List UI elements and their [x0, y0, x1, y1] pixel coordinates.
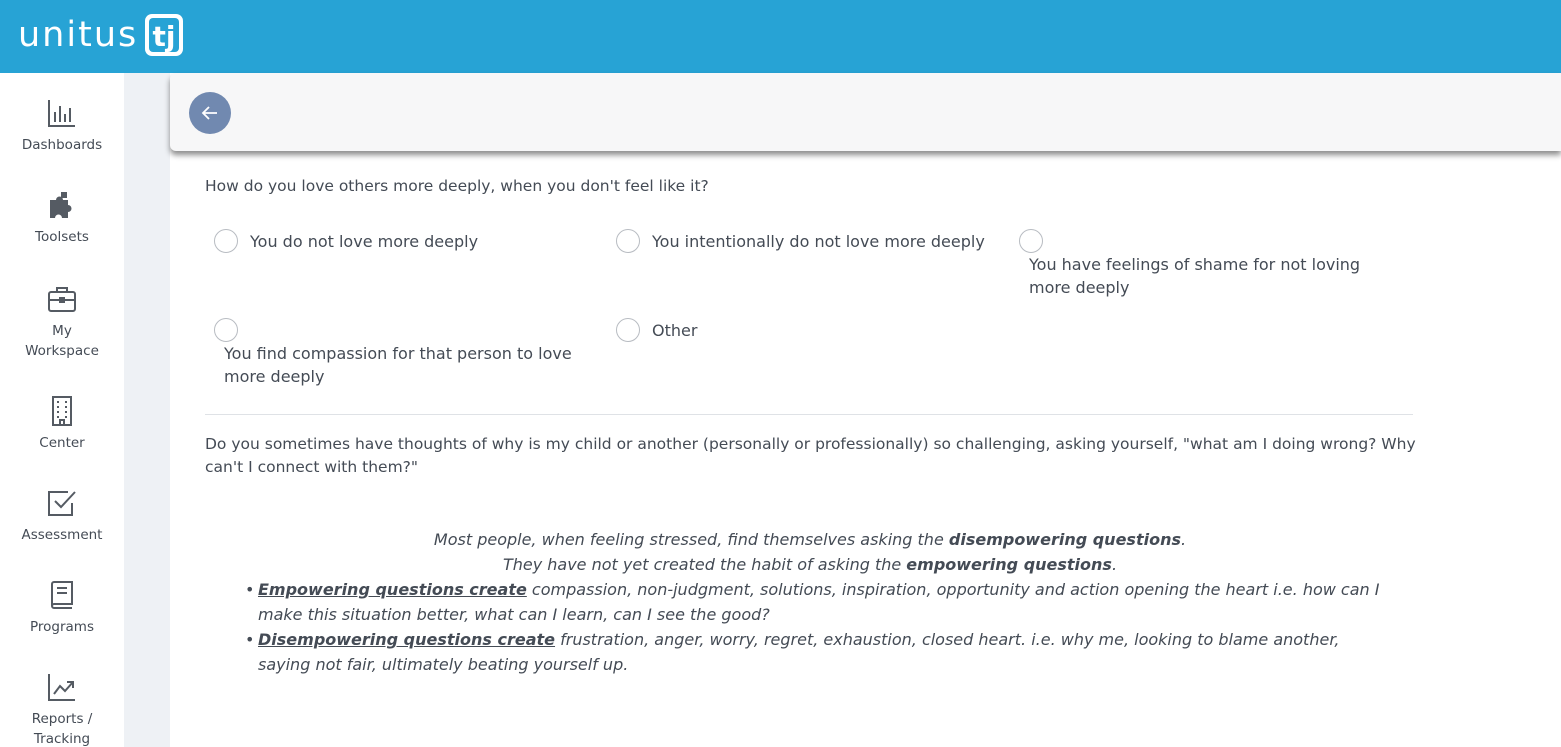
info-emphasis: Empowering questions create [258, 580, 527, 599]
checkbox-icon [46, 487, 78, 519]
sidebar-item-label: Programs [30, 619, 94, 635]
book-icon [46, 579, 78, 611]
info-text: Most people, when feeling stressed, find themselves asking the [433, 530, 949, 549]
question-1-text: How do you love others more deeply, when you don't feel like it? [205, 177, 709, 195]
info-text: They have not yet created the habit of asking the [502, 555, 907, 574]
radio-button[interactable] [214, 318, 238, 342]
sidebar-item-toolsets[interactable] [0, 189, 124, 247]
option-label: You have feelings of shame for not loving more deeply [1029, 255, 1361, 297]
radio-button[interactable] [214, 229, 238, 253]
info-text: . [1111, 555, 1118, 574]
option-label: You do not love more deeply [250, 231, 479, 251]
option-do-not-love[interactable] [214, 229, 478, 253]
option-label: You find compassion for that person to love more deeply [224, 344, 572, 386]
logo-mark-icon [144, 13, 184, 57]
header-card [170, 73, 1561, 151]
briefcase-icon [46, 283, 78, 315]
trend-chart-icon [46, 671, 78, 703]
info-block [205, 527, 1415, 677]
question-divider [205, 414, 1413, 415]
sidebar-item-programs[interactable] [0, 579, 124, 637]
sidebar-item-assessment[interactable] [0, 487, 124, 545]
sidebar-item-label: My Workspace [25, 323, 99, 359]
building-icon [46, 395, 78, 427]
info-line-1 [205, 527, 1415, 552]
option-other[interactable] [616, 318, 697, 342]
info-text: . [1180, 530, 1187, 549]
sidebar-item-dashboards[interactable] [0, 97, 124, 155]
sidebar-item-my-workspace[interactable] [0, 283, 124, 361]
radio-button[interactable] [616, 318, 640, 342]
option-find-compassion[interactable] [214, 318, 584, 388]
puzzle-icon [46, 189, 78, 221]
info-bullet-list [247, 577, 1387, 677]
info-emphasis: empowering questions [906, 555, 1112, 574]
logo-mark-text: tj [152, 20, 176, 53]
sidebar-item-label: Dashboards [21, 137, 103, 153]
sidebar [0, 73, 124, 747]
top-bar [0, 0, 1561, 73]
sidebar-gutter [124, 73, 170, 747]
logo-text: unitus [18, 15, 139, 55]
option-feelings-of-shame[interactable] [1019, 229, 1369, 299]
sidebar-item-center[interactable] [0, 395, 124, 453]
bar-chart-icon [46, 97, 78, 129]
info-text: compassion, non-judgment, solutions, inspiration, opportunity and action opening the heart i.e. how can I make this situation better, what can I learn, can I see the good? [258, 580, 1380, 624]
question-2-text: Do you sometimes have thoughts of why is my child or another (personally or professionally) so challenging, asking yourself, "what am I doing wrong? Why can't I connect with them?" [205, 435, 1416, 476]
sidebar-item-label: Toolsets [35, 229, 89, 245]
info-bullet-disempowering [247, 627, 1387, 677]
option-label: You intentionally do not love more deeply [652, 231, 985, 251]
sidebar-item-label: Assessment [21, 527, 103, 543]
option-intentionally-do-not-love[interactable] [616, 229, 985, 253]
option-label: Other [652, 320, 698, 340]
back-button[interactable] [189, 92, 231, 134]
radio-button[interactable] [1019, 229, 1043, 253]
sidebar-item-label: Center [39, 435, 85, 451]
info-line-2 [205, 552, 1415, 577]
info-text: frustration, anger, worry, regret, exhaustion, closed heart. i.e. why me, looking to blame another, saying not fair, ultimately beating yourself up. [258, 630, 1340, 674]
sidebar-item-label: Reports / Tracking [31, 711, 93, 747]
info-bullet-empowering [247, 577, 1387, 627]
sidebar-item-reports-tracking[interactable] [0, 671, 124, 747]
info-emphasis: disempowering questions [948, 530, 1181, 549]
app-logo[interactable] [18, 12, 184, 58]
info-emphasis: Disempowering questions create [258, 630, 556, 649]
radio-button[interactable] [616, 229, 640, 253]
arrow-left-icon [200, 103, 220, 123]
